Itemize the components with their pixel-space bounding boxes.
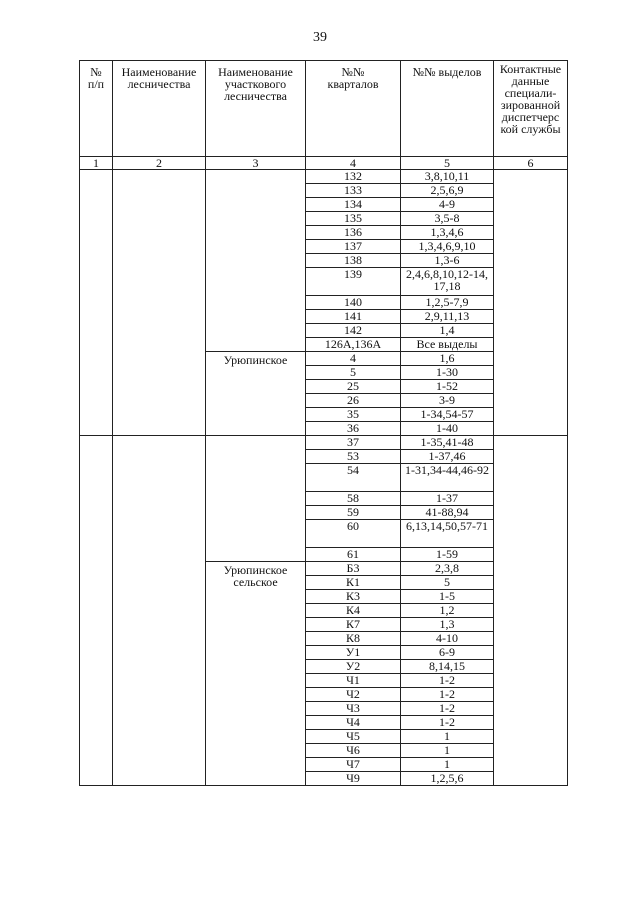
- quarter-cell: Ч7: [306, 758, 401, 772]
- divisions-cell: 1: [401, 744, 494, 758]
- header-line: кварталов: [327, 77, 379, 91]
- divisions-cell: 4-10: [401, 632, 494, 646]
- divisions-cell: 4-9: [401, 198, 494, 212]
- quarter-cell: Ч1: [306, 674, 401, 688]
- divisions-cell: 1-31,34-44,46-92: [401, 464, 494, 492]
- divisions-cell: 6-9: [401, 646, 494, 660]
- header-line: Наименование: [218, 65, 293, 79]
- header-col-number: [80, 61, 113, 157]
- quarter-cell: К1: [306, 576, 401, 590]
- column-number: 2: [113, 157, 206, 170]
- quarter-cell: 142: [306, 324, 401, 338]
- quarter-cell: К3: [306, 590, 401, 604]
- header-row: [80, 61, 568, 157]
- divisions-cell: 1-37: [401, 492, 494, 506]
- header-line: участкового: [224, 77, 287, 91]
- forestry-cell: [113, 436, 206, 786]
- quarter-cell: 25: [306, 380, 401, 394]
- divisions-cell: 1-30: [401, 366, 494, 380]
- column-number: 4: [306, 157, 401, 170]
- local-forestry-cell: [206, 352, 306, 436]
- quarter-cell: 140: [306, 296, 401, 310]
- divisions-cell: 2,9,11,13: [401, 310, 494, 324]
- divisions-cell: 2,3,8: [401, 562, 494, 576]
- divisions-cell: 2,4,6,8,10,12-14, 17,18: [401, 268, 494, 296]
- divisions-cell: Все выделы: [401, 338, 494, 352]
- divisions-cell: 1-2: [401, 702, 494, 716]
- divisions-cell: 1-52: [401, 380, 494, 394]
- divisions-cell: 5: [401, 576, 494, 590]
- quarter-cell: 126А,136А: [306, 338, 401, 352]
- column-number: 3: [206, 157, 306, 170]
- divisions-cell: 1-5: [401, 590, 494, 604]
- divisions-cell: 3,8,10,11: [401, 170, 494, 184]
- number-cell: [80, 436, 113, 786]
- divisions-cell: 1,3: [401, 618, 494, 632]
- quarter-cell: Ч4: [306, 716, 401, 730]
- quarter-cell: Ч3: [306, 702, 401, 716]
- quarter-cell: К8: [306, 632, 401, 646]
- divisions-cell: 41-88,94: [401, 506, 494, 520]
- quarter-cell: 4: [306, 352, 401, 366]
- local-forestry-cell: [206, 170, 306, 352]
- divisions-cell: 1-40: [401, 422, 494, 436]
- divisions-cell: 1: [401, 730, 494, 744]
- number-cell: [80, 170, 113, 436]
- header-col-quarters: [306, 61, 401, 157]
- local-forestry-name: Урюпинское: [223, 563, 288, 577]
- contacts-cell: [494, 170, 568, 436]
- header-line: №: [90, 65, 102, 79]
- quarter-cell: 59: [306, 506, 401, 520]
- header-col-forestry: [113, 61, 206, 157]
- local-forestry-cell: [206, 562, 306, 786]
- quarter-cell: Ч9: [306, 772, 401, 786]
- table-row: [80, 436, 568, 450]
- quarter-cell: 141: [306, 310, 401, 324]
- quarter-cell: У1: [306, 646, 401, 660]
- header-line: зированной: [500, 98, 561, 112]
- table-row: [80, 170, 568, 184]
- quarter-cell: 37: [306, 436, 401, 450]
- divisions-cell: 1,3,4,6,9,10: [401, 240, 494, 254]
- header-line: Контактные: [499, 62, 562, 76]
- header-col-divisions: [401, 61, 494, 157]
- header-line: диспетчерс: [501, 110, 560, 124]
- divisions-cell: 3,5-8: [401, 212, 494, 226]
- divisions-cell: 1-2: [401, 688, 494, 702]
- divisions-cell: 1-59: [401, 548, 494, 562]
- divisions-cell: 1-37,46: [401, 450, 494, 464]
- quarter-cell: К4: [306, 604, 401, 618]
- quarter-cell: 26: [306, 394, 401, 408]
- quarter-cell: Ч6: [306, 744, 401, 758]
- divisions-cell: 1,2,5-7,9: [401, 296, 494, 310]
- quarter-cell: 58: [306, 492, 401, 506]
- divisions-cell: 1,4: [401, 324, 494, 338]
- header-line: лесничества: [224, 89, 287, 103]
- quarter-cell: 35: [306, 408, 401, 422]
- divisions-cell: 1-2: [401, 674, 494, 688]
- header-line: №№: [341, 65, 365, 79]
- divisions-cell: 1,2: [401, 604, 494, 618]
- header-col-local-forestry: [206, 61, 306, 157]
- header-line: лесничества: [127, 77, 191, 91]
- quarter-cell: 61: [306, 548, 401, 562]
- column-number: 5: [401, 157, 494, 170]
- quarter-cell: Ч5: [306, 730, 401, 744]
- divisions-cell: 1,3-6: [401, 254, 494, 268]
- header-line: №№ выделов: [412, 65, 482, 79]
- divisions-cell: 1,2,5,6: [401, 772, 494, 786]
- quarter-cell: 133: [306, 184, 401, 198]
- column-number: 1: [80, 157, 113, 170]
- local-forestry-name: Урюпинское: [223, 353, 288, 367]
- quarter-cell: 36: [306, 422, 401, 436]
- quarter-cell: 132: [306, 170, 401, 184]
- page-number: 39: [313, 30, 327, 45]
- forestry-cell: [113, 170, 206, 436]
- quarter-cell: У2: [306, 660, 401, 674]
- quarter-cell: 139: [306, 268, 401, 296]
- header-line: п/п: [87, 77, 105, 91]
- quarter-cell: К7: [306, 618, 401, 632]
- divisions-cell: 2,5,6,9: [401, 184, 494, 198]
- local-forestry-name: сельское: [233, 575, 278, 589]
- column-number: 6: [494, 157, 568, 170]
- quarter-cell: 60: [306, 520, 401, 548]
- divisions-cell: 1,3,4,6: [401, 226, 494, 240]
- header-line: кой службы: [500, 122, 561, 136]
- divisions-cell: 1-34,54-57: [401, 408, 494, 422]
- contacts-cell: [494, 436, 568, 786]
- divisions-cell: 1-35,41-48: [401, 436, 494, 450]
- quarter-cell: 54: [306, 464, 401, 492]
- local-forestry-cell: [206, 436, 306, 562]
- header-line: данные: [511, 74, 550, 88]
- quarter-cell: 137: [306, 240, 401, 254]
- quarter-cell: 134: [306, 198, 401, 212]
- quarter-cell: Б3: [306, 562, 401, 576]
- divisions-cell: 1-2: [401, 716, 494, 730]
- header-line: Наименование: [121, 65, 197, 79]
- quarter-cell: Ч2: [306, 688, 401, 702]
- divisions-cell: 3-9: [401, 394, 494, 408]
- divisions-cell: 1: [401, 758, 494, 772]
- table-body: [80, 61, 568, 786]
- divisions-cell: 8,14,15: [401, 660, 494, 674]
- quarter-cell: 138: [306, 254, 401, 268]
- header-line: специали-: [504, 86, 557, 100]
- divisions-cell: 6,13,14,50,57-71: [401, 520, 494, 548]
- header-col-contacts: [494, 61, 568, 157]
- quarter-cell: 5: [306, 366, 401, 380]
- column-number-row: [80, 157, 568, 170]
- quarter-cell: 135: [306, 212, 401, 226]
- quarter-cell: 136: [306, 226, 401, 240]
- forestry-table: [79, 60, 568, 786]
- divisions-cell: 1,6: [401, 352, 494, 366]
- quarter-cell: 53: [306, 450, 401, 464]
